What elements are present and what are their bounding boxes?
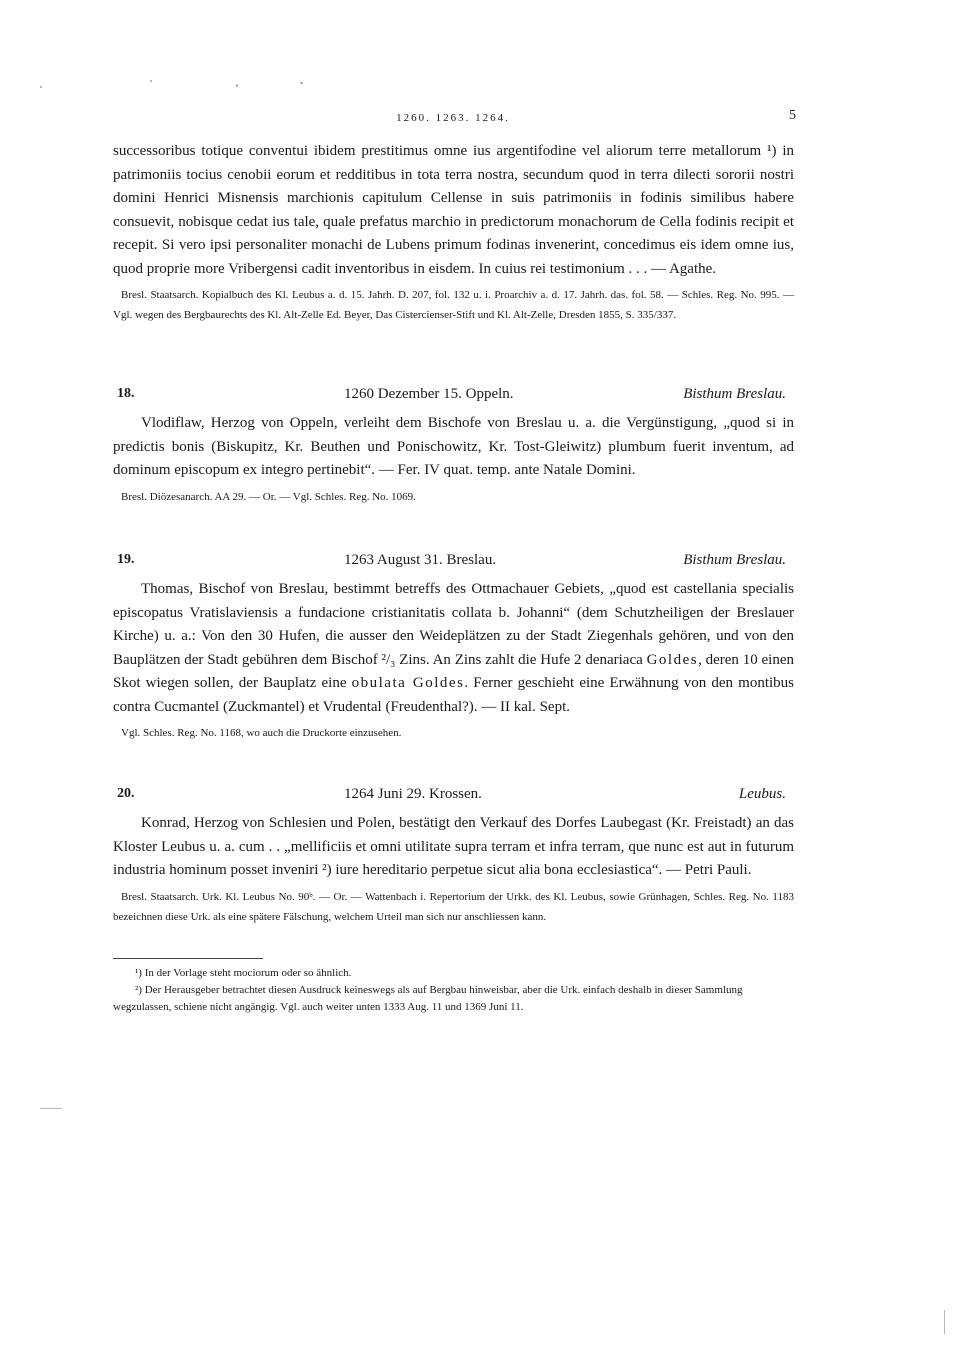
document-20 [113, 786, 794, 927]
text-segment: , deren 10 einen Skot wiegen sollen, der Bauplatz eine [113, 651, 795, 691]
document-number: 19. [117, 552, 135, 567]
document-date: 1260 Dezember 15. Oppeln. [344, 386, 514, 402]
document-date: 1264 Juni 29. Krossen. [344, 786, 482, 802]
document-text [113, 578, 794, 719]
page-header [110, 108, 796, 132]
intro-section [113, 140, 794, 325]
footnote-1: ¹) In der Vorlage steht mociorum oder so ähnlich. [135, 967, 352, 979]
scan-speck [944, 1310, 945, 1334]
document-heading [113, 552, 794, 578]
document-number: 20. [117, 786, 135, 801]
document-text: Konrad, Herzog von Schlesien und Polen, bestätigt den Verkauf des Dorfes Laubegast (Kr. Freistadt) an das Kloster Leubus u. a. cum . . „mellificiis et omni utilitate supra terram et infra terram, que nunc est aut in futurum industria hominum posset inveniri ²) iure hereditario perpetue sicut alia bona ecclesiastica“. — Petri Pauli. [113, 815, 794, 878]
document-heading [113, 386, 794, 412]
document-source: Bresl. Staatsarch. Urk. Kl. Leubus No. 90ᵇ. — Or. — Wattenbach i. Repertorium der Urkk. des Kl. Leubus, sowie Grünhagen, Schles. Reg. No. 1183 bezeichnen diese Urk. als eine spätere Fälschung, welchem Urteil man sich nur anschliessen kann. [113, 890, 794, 923]
document-18 [113, 386, 794, 507]
footnotes [113, 958, 794, 1016]
document-text: Vlodiflaw, Herzog von Oppeln, verleiht dem Bischofe von Breslau u. a. die Vergünstigung, „quod si in predictis bonis (Biskupitz, Kr. Beuthen und Ponischowitz, Kr. Tost-Gleiwitz) plumbum fuerit inventum, ad dominum episcopum ex integro pertinebit“. — Fer. IV quat. temp. ante Natale Domini. [113, 415, 794, 478]
document-archive: Bisthum Breslau. [683, 552, 786, 568]
intro-text: successoribus totique conventui ibidem prestitimus omne ius argentifodine vel aliorum terre metallorum ¹) in patrimoniis tocius cenobii eorum et redditibus in tota terra nostra, secundum quod in terra dilecti sororii nostri domini Henrici Misnensis marchionis capitulum Cellense in suis patrimoniis in fodinis similibus habere consuevit, nobisque cedat ius tale, quale prefatus marchio in predictorum monachorum de Cella fodinis recipit et recepit. Si vero ipsi personaliter monachi de Lubens primum fodinas invenerint, concedimus eis idem omne ius, quod proprie more Vribergensi cadit inventoribus in eisdem. In cuius rei testimonium . . . — Agathe. [113, 143, 794, 277]
document-date: 1263 August 31. Breslau. [344, 552, 497, 568]
scan-speck [40, 1108, 62, 1109]
footnote-2: ²) Der Herausgeber betrachtet diesen Ausdruck keineswegs als auf Bergbau hinweisbar, aber die Urk. einfach deshalb in dieser Sammlung wegzulassen, schiene nicht angängig. Vgl. auch weiter unten 1333 Aug. 11 und 1369 Juni 11. [113, 984, 743, 1013]
scan-speck [150, 80, 152, 82]
running-head: 1260. 1263. 1264. [396, 112, 510, 124]
scan-speck [236, 84, 238, 87]
intro-source: Bresl. Staatsarch. Kopialbuch des Kl. Leubus a. d. 15. Jahrh. D. 207, fol. 132 u. i. Proarchiv a. d. 17. Jahrh. das. fol. 58. — Schles. Reg. No. 995. — Vgl. wegen des Bergbaurechts des Kl. Alt-Zelle Ed. Beyer, Das Cistercienser-Stift und Kl. Alt-Zelle, Dresden 1855, S. 335/337. [113, 289, 794, 321]
document-19 [113, 552, 794, 743]
document-source: Bresl. Diözesanarch. AA 29. — Or. — Vgl. Schles. Reg. No. 1069. [121, 490, 416, 503]
spaced-term: Goldes [646, 651, 699, 668]
document-archive: Bisthum Breslau. [683, 386, 786, 402]
document-heading [113, 786, 794, 812]
footnote-rule [113, 958, 263, 959]
text-segment: . Ferner geschieht eine Erwähnung von den montibus contra Cucmantel (Zuckmantel) et Vrudental (Freudenthal?). — II kal. Sept. [113, 675, 795, 715]
document-number: 18. [117, 386, 135, 401]
scan-speck [300, 82, 303, 84]
document-source: Vgl. Schles. Reg. No. 1168, wo auch die Druckorte einzusehen. [121, 727, 402, 739]
scan-speck [40, 86, 42, 88]
document-archive: Leubus. [738, 786, 786, 802]
text-segment: Thomas, Bischof von Breslau, bestimmt betreffs des Ottmachauer Gebiets, „quod est castellania specialis episcopatus Vratislaviensis a fundacione cristianitatis collata b. Johanni“ (dem Schutzheiligen der Breslauer Kirche) u. a.: Von den 30 Hufen, die ausser den Weideplätzen zu der Stadt Ziegenhals gehören, und von den Bauplätzen der Stadt gebühren dem Bischof ²/₃ Zins. An Zins zahlt die Hufe 2 denariaca [113, 581, 794, 668]
spaced-term: obulata Goldes [351, 675, 465, 691]
page-number: 5 [789, 108, 796, 123]
